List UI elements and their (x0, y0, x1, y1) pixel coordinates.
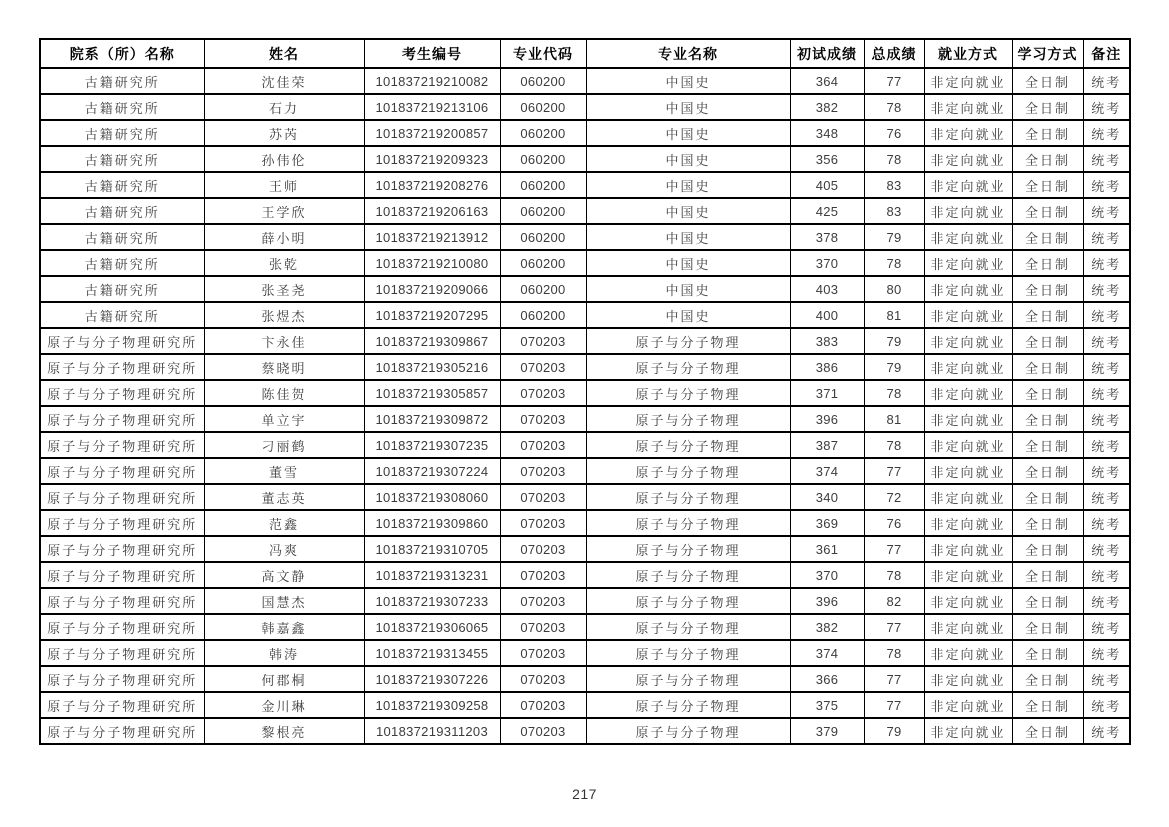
cell-major-name: 中国史 (586, 302, 790, 328)
cell-initial-score: 371 (790, 380, 864, 406)
cell-name: 金川琳 (204, 692, 364, 718)
cell-department: 古籍研究所 (40, 146, 204, 172)
table-row (40, 666, 1130, 692)
cell-candidate-id: 101837219200857 (364, 120, 500, 146)
cell-employment-type: 非定向就业 (924, 94, 1012, 120)
cell-initial-score: 387 (790, 432, 864, 458)
cell-study-mode: 全日制 (1012, 328, 1083, 354)
cell-initial-score: 382 (790, 94, 864, 120)
cell-major-code: 060200 (500, 68, 586, 94)
cell-study-mode: 全日制 (1012, 666, 1083, 692)
cell-employment-type: 非定向就业 (924, 198, 1012, 224)
cell-department: 原子与分子物理研究所 (40, 328, 204, 354)
cell-employment-type: 非定向就业 (924, 224, 1012, 250)
cell-name: 刁丽鹤 (204, 432, 364, 458)
col-header-major-code: 专业代码 (500, 39, 586, 68)
cell-major-code: 070203 (500, 588, 586, 614)
cell-department: 原子与分子物理研究所 (40, 692, 204, 718)
cell-major-name: 原子与分子物理 (586, 328, 790, 354)
cell-note: 统考 (1083, 68, 1130, 94)
table-row (40, 302, 1130, 328)
cell-study-mode: 全日制 (1012, 250, 1083, 276)
cell-note: 统考 (1083, 510, 1130, 536)
cell-department: 原子与分子物理研究所 (40, 718, 204, 744)
cell-major-name: 原子与分子物理 (586, 536, 790, 562)
cell-employment-type: 非定向就业 (924, 458, 1012, 484)
cell-major-code: 070203 (500, 562, 586, 588)
cell-department: 原子与分子物理研究所 (40, 588, 204, 614)
cell-department: 古籍研究所 (40, 68, 204, 94)
cell-study-mode: 全日制 (1012, 172, 1083, 198)
cell-initial-score: 364 (790, 68, 864, 94)
cell-candidate-id: 101837219213912 (364, 224, 500, 250)
cell-total-score: 76 (864, 120, 924, 146)
table-row (40, 562, 1130, 588)
cell-candidate-id: 101837219206163 (364, 198, 500, 224)
cell-candidate-id: 101837219310705 (364, 536, 500, 562)
table-row (40, 328, 1130, 354)
cell-total-score: 78 (864, 146, 924, 172)
cell-department: 古籍研究所 (40, 302, 204, 328)
cell-candidate-id: 101837219305857 (364, 380, 500, 406)
cell-study-mode: 全日制 (1012, 146, 1083, 172)
col-header-initial-score: 初试成绩 (790, 39, 864, 68)
cell-name: 张煜杰 (204, 302, 364, 328)
col-header-total-score: 总成绩 (864, 39, 924, 68)
cell-note: 统考 (1083, 588, 1130, 614)
cell-initial-score: 370 (790, 250, 864, 276)
cell-initial-score: 348 (790, 120, 864, 146)
cell-employment-type: 非定向就业 (924, 354, 1012, 380)
cell-study-mode: 全日制 (1012, 640, 1083, 666)
cell-name: 沈佳荣 (204, 68, 364, 94)
cell-initial-score: 383 (790, 328, 864, 354)
cell-total-score: 80 (864, 276, 924, 302)
cell-name: 黎根亮 (204, 718, 364, 744)
cell-total-score: 78 (864, 380, 924, 406)
cell-employment-type: 非定向就业 (924, 120, 1012, 146)
table-row (40, 172, 1130, 198)
cell-study-mode: 全日制 (1012, 120, 1083, 146)
cell-initial-score: 378 (790, 224, 864, 250)
cell-candidate-id: 101837219213106 (364, 94, 500, 120)
col-header-major-name: 专业名称 (586, 39, 790, 68)
col-header-study-mode: 学习方式 (1012, 39, 1083, 68)
cell-study-mode: 全日制 (1012, 614, 1083, 640)
cell-initial-score: 396 (790, 588, 864, 614)
cell-employment-type: 非定向就业 (924, 640, 1012, 666)
table-row (40, 354, 1130, 380)
cell-note: 统考 (1083, 354, 1130, 380)
cell-department: 古籍研究所 (40, 198, 204, 224)
cell-major-name: 中国史 (586, 198, 790, 224)
cell-employment-type: 非定向就业 (924, 276, 1012, 302)
cell-major-name: 原子与分子物理 (586, 432, 790, 458)
cell-candidate-id: 101837219313455 (364, 640, 500, 666)
cell-major-code: 070203 (500, 328, 586, 354)
cell-department: 原子与分子物理研究所 (40, 614, 204, 640)
cell-initial-score: 366 (790, 666, 864, 692)
table-row (40, 614, 1130, 640)
cell-department: 古籍研究所 (40, 120, 204, 146)
cell-major-code: 060200 (500, 146, 586, 172)
cell-major-code: 070203 (500, 536, 586, 562)
cell-employment-type: 非定向就业 (924, 692, 1012, 718)
table-row (40, 380, 1130, 406)
cell-candidate-id: 101837219308060 (364, 484, 500, 510)
cell-name: 董雪 (204, 458, 364, 484)
cell-study-mode: 全日制 (1012, 224, 1083, 250)
cell-study-mode: 全日制 (1012, 510, 1083, 536)
cell-employment-type: 非定向就业 (924, 328, 1012, 354)
cell-candidate-id: 101837219210080 (364, 250, 500, 276)
cell-note: 统考 (1083, 432, 1130, 458)
table-row (40, 94, 1130, 120)
cell-note: 统考 (1083, 536, 1130, 562)
cell-study-mode: 全日制 (1012, 302, 1083, 328)
cell-name: 卞永佳 (204, 328, 364, 354)
cell-note: 统考 (1083, 276, 1130, 302)
cell-major-code: 070203 (500, 432, 586, 458)
table-row (40, 406, 1130, 432)
cell-department: 原子与分子物理研究所 (40, 354, 204, 380)
cell-total-score: 77 (864, 692, 924, 718)
cell-initial-score: 370 (790, 562, 864, 588)
cell-candidate-id: 101837219309867 (364, 328, 500, 354)
cell-initial-score: 369 (790, 510, 864, 536)
cell-name: 王师 (204, 172, 364, 198)
cell-note: 统考 (1083, 718, 1130, 744)
cell-study-mode: 全日制 (1012, 692, 1083, 718)
cell-name: 张乾 (204, 250, 364, 276)
cell-major-code: 060200 (500, 224, 586, 250)
cell-major-name: 原子与分子物理 (586, 458, 790, 484)
cell-major-code: 070203 (500, 640, 586, 666)
cell-major-code: 070203 (500, 666, 586, 692)
cell-study-mode: 全日制 (1012, 484, 1083, 510)
cell-name: 国慧杰 (204, 588, 364, 614)
cell-name: 冯爽 (204, 536, 364, 562)
cell-study-mode: 全日制 (1012, 718, 1083, 744)
cell-total-score: 83 (864, 172, 924, 198)
table-row (40, 224, 1130, 250)
cell-note: 统考 (1083, 640, 1130, 666)
cell-employment-type: 非定向就业 (924, 406, 1012, 432)
cell-name: 张圣尧 (204, 276, 364, 302)
cell-note: 统考 (1083, 172, 1130, 198)
cell-total-score: 79 (864, 224, 924, 250)
cell-note: 统考 (1083, 458, 1130, 484)
cell-initial-score: 379 (790, 718, 864, 744)
page-number: 217 (572, 786, 597, 802)
cell-initial-score: 403 (790, 276, 864, 302)
cell-study-mode: 全日制 (1012, 406, 1083, 432)
cell-employment-type: 非定向就业 (924, 666, 1012, 692)
cell-candidate-id: 101837219209323 (364, 146, 500, 172)
cell-candidate-id: 101837219305216 (364, 354, 500, 380)
cell-employment-type: 非定向就业 (924, 588, 1012, 614)
cell-note: 统考 (1083, 120, 1130, 146)
cell-major-name: 原子与分子物理 (586, 588, 790, 614)
table-row (40, 120, 1130, 146)
cell-major-name: 中国史 (586, 224, 790, 250)
cell-total-score: 77 (864, 536, 924, 562)
cell-department: 原子与分子物理研究所 (40, 380, 204, 406)
cell-note: 统考 (1083, 198, 1130, 224)
cell-name: 蔡晓明 (204, 354, 364, 380)
table-row (40, 588, 1130, 614)
cell-total-score: 78 (864, 250, 924, 276)
cell-major-name: 中国史 (586, 250, 790, 276)
cell-employment-type: 非定向就业 (924, 250, 1012, 276)
cell-initial-score: 340 (790, 484, 864, 510)
cell-total-score: 72 (864, 484, 924, 510)
cell-major-code: 070203 (500, 614, 586, 640)
cell-note: 统考 (1083, 328, 1130, 354)
cell-total-score: 77 (864, 666, 924, 692)
table-row (40, 146, 1130, 172)
cell-study-mode: 全日制 (1012, 562, 1083, 588)
cell-department: 古籍研究所 (40, 276, 204, 302)
cell-name: 范鑫 (204, 510, 364, 536)
cell-major-name: 原子与分子物理 (586, 354, 790, 380)
cell-note: 统考 (1083, 224, 1130, 250)
cell-employment-type: 非定向就业 (924, 380, 1012, 406)
table-row (40, 484, 1130, 510)
cell-total-score: 79 (864, 354, 924, 380)
cell-initial-score: 425 (790, 198, 864, 224)
cell-total-score: 76 (864, 510, 924, 536)
table-row (40, 510, 1130, 536)
cell-initial-score: 356 (790, 146, 864, 172)
cell-candidate-id: 101837219313231 (364, 562, 500, 588)
cell-initial-score: 405 (790, 172, 864, 198)
cell-employment-type: 非定向就业 (924, 718, 1012, 744)
cell-study-mode: 全日制 (1012, 458, 1083, 484)
cell-note: 统考 (1083, 692, 1130, 718)
cell-major-name: 原子与分子物理 (586, 510, 790, 536)
cell-name: 韩嘉鑫 (204, 614, 364, 640)
cell-note: 统考 (1083, 94, 1130, 120)
cell-total-score: 78 (864, 432, 924, 458)
cell-total-score: 83 (864, 198, 924, 224)
cell-initial-score: 375 (790, 692, 864, 718)
cell-total-score: 77 (864, 614, 924, 640)
cell-employment-type: 非定向就业 (924, 172, 1012, 198)
cell-major-name: 原子与分子物理 (586, 614, 790, 640)
cell-department: 原子与分子物理研究所 (40, 432, 204, 458)
cell-total-score: 78 (864, 562, 924, 588)
cell-study-mode: 全日制 (1012, 198, 1083, 224)
table-row (40, 250, 1130, 276)
table-row (40, 276, 1130, 302)
cell-study-mode: 全日制 (1012, 380, 1083, 406)
cell-major-code: 070203 (500, 484, 586, 510)
cell-name: 韩涛 (204, 640, 364, 666)
table-row (40, 432, 1130, 458)
cell-name: 石力 (204, 94, 364, 120)
cell-department: 古籍研究所 (40, 250, 204, 276)
cell-study-mode: 全日制 (1012, 432, 1083, 458)
cell-candidate-id: 101837219309872 (364, 406, 500, 432)
cell-employment-type: 非定向就业 (924, 562, 1012, 588)
cell-initial-score: 400 (790, 302, 864, 328)
cell-total-score: 79 (864, 328, 924, 354)
col-header-name: 姓名 (204, 39, 364, 68)
cell-major-code: 060200 (500, 302, 586, 328)
cell-total-score: 82 (864, 588, 924, 614)
table-row (40, 718, 1130, 744)
cell-total-score: 78 (864, 640, 924, 666)
cell-department: 原子与分子物理研究所 (40, 458, 204, 484)
cell-major-name: 原子与分子物理 (586, 406, 790, 432)
cell-candidate-id: 101837219306065 (364, 614, 500, 640)
cell-candidate-id: 101837219309258 (364, 692, 500, 718)
cell-employment-type: 非定向就业 (924, 302, 1012, 328)
cell-major-code: 070203 (500, 692, 586, 718)
cell-major-code: 060200 (500, 94, 586, 120)
cell-name: 陈佳贺 (204, 380, 364, 406)
cell-name: 王学欣 (204, 198, 364, 224)
cell-major-code: 060200 (500, 198, 586, 224)
cell-department: 原子与分子物理研究所 (40, 510, 204, 536)
cell-employment-type: 非定向就业 (924, 68, 1012, 94)
cell-major-code: 070203 (500, 380, 586, 406)
cell-study-mode: 全日制 (1012, 536, 1083, 562)
cell-employment-type: 非定向就业 (924, 146, 1012, 172)
cell-candidate-id: 101837219307233 (364, 588, 500, 614)
cell-employment-type: 非定向就业 (924, 614, 1012, 640)
cell-name: 何郡桐 (204, 666, 364, 692)
cell-major-name: 原子与分子物理 (586, 692, 790, 718)
cell-candidate-id: 101837219311203 (364, 718, 500, 744)
cell-department: 原子与分子物理研究所 (40, 666, 204, 692)
cell-major-name: 中国史 (586, 120, 790, 146)
cell-department: 古籍研究所 (40, 224, 204, 250)
cell-major-name: 原子与分子物理 (586, 380, 790, 406)
col-header-department: 院系（所）名称 (40, 39, 204, 68)
cell-employment-type: 非定向就业 (924, 536, 1012, 562)
cell-department: 原子与分子物理研究所 (40, 484, 204, 510)
cell-candidate-id: 101837219210082 (364, 68, 500, 94)
cell-total-score: 77 (864, 68, 924, 94)
cell-employment-type: 非定向就业 (924, 432, 1012, 458)
table-row (40, 458, 1130, 484)
cell-name: 苏芮 (204, 120, 364, 146)
cell-major-name: 原子与分子物理 (586, 666, 790, 692)
cell-major-code: 060200 (500, 276, 586, 302)
cell-candidate-id: 101837219307226 (364, 666, 500, 692)
cell-department: 原子与分子物理研究所 (40, 536, 204, 562)
cell-major-code: 060200 (500, 172, 586, 198)
cell-study-mode: 全日制 (1012, 94, 1083, 120)
cell-department: 原子与分子物理研究所 (40, 640, 204, 666)
table-row (40, 198, 1130, 224)
cell-candidate-id: 101837219307235 (364, 432, 500, 458)
cell-major-code: 070203 (500, 718, 586, 744)
cell-candidate-id: 101837219307224 (364, 458, 500, 484)
cell-study-mode: 全日制 (1012, 276, 1083, 302)
cell-note: 统考 (1083, 562, 1130, 588)
cell-initial-score: 374 (790, 458, 864, 484)
cell-major-code: 070203 (500, 354, 586, 380)
cell-study-mode: 全日制 (1012, 354, 1083, 380)
cell-employment-type: 非定向就业 (924, 510, 1012, 536)
cell-note: 统考 (1083, 302, 1130, 328)
cell-department: 古籍研究所 (40, 94, 204, 120)
cell-department: 原子与分子物理研究所 (40, 406, 204, 432)
cell-name: 薛小明 (204, 224, 364, 250)
cell-note: 统考 (1083, 380, 1130, 406)
cell-study-mode: 全日制 (1012, 588, 1083, 614)
cell-major-name: 中国史 (586, 276, 790, 302)
cell-candidate-id: 101837219207295 (364, 302, 500, 328)
cell-name: 单立宇 (204, 406, 364, 432)
col-header-note: 备注 (1083, 39, 1130, 68)
cell-total-score: 79 (864, 718, 924, 744)
cell-major-name: 中国史 (586, 172, 790, 198)
cell-note: 统考 (1083, 484, 1130, 510)
table-row (40, 536, 1130, 562)
cell-major-name: 原子与分子物理 (586, 640, 790, 666)
cell-note: 统考 (1083, 614, 1130, 640)
table-row (40, 68, 1130, 94)
cell-initial-score: 386 (790, 354, 864, 380)
cell-major-code: 060200 (500, 120, 586, 146)
col-header-employment-type: 就业方式 (924, 39, 1012, 68)
cell-note: 统考 (1083, 666, 1130, 692)
cell-major-code: 060200 (500, 250, 586, 276)
cell-major-name: 原子与分子物理 (586, 562, 790, 588)
cell-major-name: 原子与分子物理 (586, 484, 790, 510)
col-header-candidate-id: 考生编号 (364, 39, 500, 68)
cell-major-name: 中国史 (586, 94, 790, 120)
cell-initial-score: 382 (790, 614, 864, 640)
cell-candidate-id: 101837219309860 (364, 510, 500, 536)
cell-major-code: 070203 (500, 458, 586, 484)
cell-name: 董志英 (204, 484, 364, 510)
cell-department: 原子与分子物理研究所 (40, 562, 204, 588)
cell-major-code: 070203 (500, 510, 586, 536)
cell-name: 孙伟伦 (204, 146, 364, 172)
cell-department: 古籍研究所 (40, 172, 204, 198)
cell-total-score: 81 (864, 406, 924, 432)
cell-candidate-id: 101837219208276 (364, 172, 500, 198)
cell-major-name: 中国史 (586, 146, 790, 172)
cell-total-score: 81 (864, 302, 924, 328)
cell-total-score: 78 (864, 94, 924, 120)
cell-initial-score: 361 (790, 536, 864, 562)
cell-note: 统考 (1083, 250, 1130, 276)
cell-name: 高文静 (204, 562, 364, 588)
cell-study-mode: 全日制 (1012, 68, 1083, 94)
table-row (40, 640, 1130, 666)
cell-major-code: 070203 (500, 406, 586, 432)
table-row (40, 692, 1130, 718)
admissions-table (39, 38, 1131, 745)
cell-total-score: 77 (864, 458, 924, 484)
cell-employment-type: 非定向就业 (924, 484, 1012, 510)
cell-initial-score: 374 (790, 640, 864, 666)
cell-note: 统考 (1083, 406, 1130, 432)
cell-initial-score: 396 (790, 406, 864, 432)
cell-candidate-id: 101837219209066 (364, 276, 500, 302)
cell-major-name: 中国史 (586, 68, 790, 94)
cell-note: 统考 (1083, 146, 1130, 172)
cell-major-name: 原子与分子物理 (586, 718, 790, 744)
header-row (40, 39, 1130, 68)
